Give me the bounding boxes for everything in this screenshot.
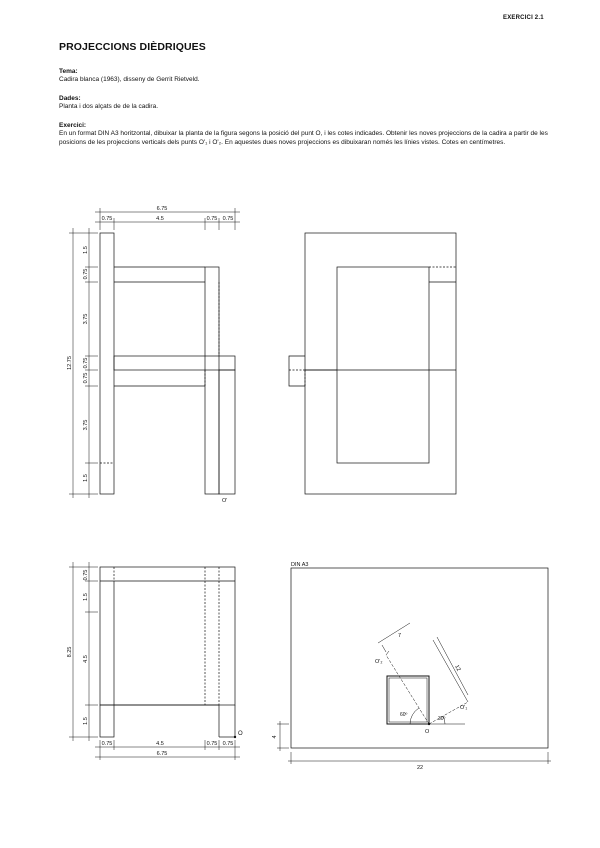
din-a3-width-dim: 22	[416, 765, 424, 771]
elev-height-2: 0.75	[83, 268, 89, 280]
plan-width-2: 4.5	[156, 741, 164, 747]
plan-point-o	[234, 736, 236, 738]
din-a3-point-o: O	[425, 729, 430, 735]
tema-text: Cadira blanca (1963), disseny de Gerrit Rietveld.	[59, 76, 200, 83]
dades-label: Dades:	[59, 95, 81, 102]
din-a3-label: DIN A3	[291, 562, 309, 568]
plan-total-height: 8.25	[67, 646, 73, 658]
elev-width-1: 0.75	[101, 216, 113, 222]
elev-width-4: 0.75	[222, 216, 234, 222]
din-a3-dimensions	[277, 721, 551, 764]
elev-height-1: 1.5	[83, 246, 89, 254]
din-a3-dim-7: 7	[398, 633, 402, 639]
elev-height-7: 1.5	[83, 474, 89, 482]
plan-bottom-dimensions	[95, 740, 240, 760]
plan-total-width: 6.75	[156, 751, 168, 757]
plan-height-3: 4.5	[83, 655, 89, 663]
elev-height-3: 3.75	[83, 313, 89, 325]
plan-height-1: 0.75	[83, 569, 89, 581]
exercise-tag: EXERCICI 2.1	[503, 15, 544, 21]
din-a3-angle-60: 60º	[400, 712, 408, 718]
elev-height-5: 0.75	[83, 372, 89, 384]
elev-width-3: 0.75	[206, 216, 218, 222]
elev-point-label: O'	[222, 498, 228, 504]
din-a3-height-dim: 4	[272, 735, 278, 739]
elev-total-width: 6.75	[156, 206, 168, 212]
plan-width-1: 0.75	[101, 741, 113, 747]
plan-width-4: 0.75	[222, 741, 234, 747]
din-a3-point-o1: O'₁	[460, 705, 468, 711]
side-elevation	[289, 233, 456, 494]
din-a3-dim-12: 12	[453, 664, 462, 673]
elev-height-6: 3.75	[83, 419, 89, 431]
din-a3-sheet	[291, 568, 548, 748]
din-a3-angle-30: 30º	[438, 716, 446, 722]
tema-label: Tema:	[59, 68, 78, 75]
elevation-top-dimensions	[95, 208, 240, 230]
dades-text: Planta i dos alçats de de la cadira.	[59, 103, 159, 110]
elev-width-2: 4.5	[156, 216, 164, 222]
plan-width-3: 0.75	[206, 741, 218, 747]
plan-point-label: O	[238, 731, 243, 737]
din-a3-point-o2: O'₂	[375, 659, 383, 665]
plan-height-2: 1.5	[83, 593, 89, 601]
plan-left-dimensions	[69, 562, 98, 741]
elev-total-height: 12.75	[67, 356, 73, 370]
exercici-label: Exercici:	[59, 122, 87, 129]
exercici-text: En un format DIN A3 horitzontal, dibuixar la planta de la figura segons la posició del punt O, i les cotes indicades. Obtenir les noves projeccions de la cadira a partir de les posicions de les projeccions verticals dels punts O'₁ i O'₂. En aquestes dues noves projeccions es dibuixaran només les línies vistes. Cotes en centímetres.	[59, 130, 548, 146]
elev-height-4: 0.75	[83, 357, 89, 369]
plan-height-4: 1.5	[83, 717, 89, 725]
plan-view	[100, 567, 235, 737]
din-a3-construction	[378, 623, 468, 725]
front-elevation	[100, 233, 235, 494]
page-title: PROJECCIONS DIÈDRIQUES	[59, 41, 206, 53]
